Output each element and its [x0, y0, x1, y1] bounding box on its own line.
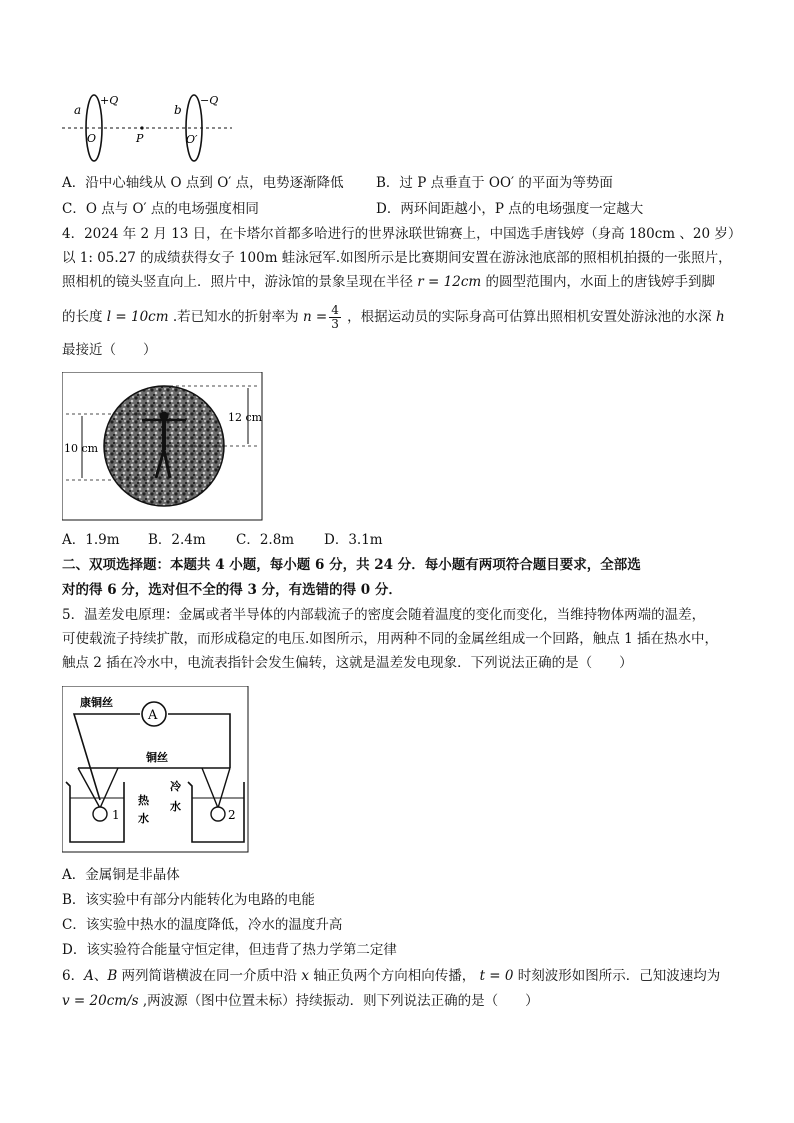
q4-line-3a: 照相机的镜头竖直向上．照片中，游泳馆的景象呈现在半径 [62, 274, 418, 290]
q5-line-3: 触点 2 插在冷水中，电流表指针会发生偏转，这就是温差发电现象．下列说法正确的是（ ） [62, 655, 633, 671]
label-kangtong: 康铜丝 [80, 696, 113, 709]
q6-line-1g: 轴正负两个方向相向传播， [308, 968, 480, 984]
circuit-figure [62, 686, 252, 856]
q6-line-1e: 两列简谐横波在同一介质中沿 [117, 968, 302, 984]
label-o: O [87, 132, 97, 145]
q3-option-b: B．过 P 点垂直于 OO′ 的平面为等势面 [376, 175, 613, 191]
q4-line-4e: ，根据运动员的实际身高可估算出照相机安置处游泳池的水深 [342, 309, 716, 325]
label-cold-2: 水 [170, 800, 181, 813]
label-tong: 铜丝 [146, 751, 168, 764]
q4-option-c: C．2.8m [236, 532, 295, 548]
q4-n: n = [302, 309, 328, 325]
q6-line-2b: ,两波源（图中位置未标）持续振动．则下列说法正确的是（ ） [138, 993, 539, 1009]
kangtong-wire-right [168, 714, 230, 768]
label-2: 2 [228, 808, 236, 822]
hot-probe [78, 768, 118, 808]
q4-line-4c: .若已知水的折射率为 [168, 309, 303, 325]
ammeter-label: A [148, 708, 158, 723]
q5-option-b: B．该实验中有部分内能转化为电路的电能 [62, 892, 315, 908]
q4-line-4 [62, 300, 725, 334]
label-b: b [174, 103, 182, 117]
label-hot-2: 水 [138, 812, 149, 825]
q6-line-1 [62, 966, 720, 986]
q6-line-2 [62, 991, 539, 1011]
q3-option-a: A．沿中心轴线从 O 点到 O′ 点，电势逐渐降低 [62, 175, 344, 191]
q4-line-1: 4．2024 年 2 月 13 日，在卡塔尔首都多哈进行的世界泳联世锦赛上，中国选手唐钱婷（身高 180cm 、20 岁） [62, 226, 742, 242]
fraction-numerator: 4 [331, 303, 339, 317]
q4-option-a: A．1.9m [62, 532, 120, 548]
q4-h: h [715, 309, 725, 325]
q4-line-2: 以 1: 05.27 的成绩获得女子 100m 蛙泳冠军.如图所示是比赛期间安置在游泳池底部的照相机拍摄的一张照片， [62, 250, 732, 266]
label-plus-q: +Q [100, 94, 119, 107]
photo-figure [62, 372, 272, 522]
q4-line-3c: 的圆型范围内，水面上的唐钱婷手到脚 [481, 274, 715, 290]
q6-wave-b: B [107, 968, 118, 984]
refraction-fraction [329, 304, 341, 331]
label-1: 1 [112, 808, 120, 822]
rings-figure [62, 90, 242, 170]
fraction-denominator: 3 [331, 317, 339, 331]
q4-option-b: B．2.4m [148, 532, 206, 548]
section2-line-2: 对的得 6 分，选对但不全的得 3 分，有选错的得 0 分． [62, 582, 402, 598]
label-a: a [74, 103, 82, 117]
point-p-dot [140, 126, 143, 129]
label-10cm: 10 cm [64, 442, 99, 455]
q3-option-c: C．O 点与 O′ 点的电场强度相同 [62, 201, 259, 217]
q6-line-1i: 时刻波形如图所示．己知波速均为 [513, 968, 721, 984]
q5-line-2: 可使载流子持续扩散，而形成稳定的电压.如图所示，用两种不同的金属丝组成一个回路，触点 1 插在热水中， [62, 631, 718, 647]
cold-probe [202, 768, 230, 808]
label-hot-1: 热 [138, 794, 149, 807]
label-cold-1: 冷 [170, 780, 181, 793]
q4-length: l = 10cm [106, 309, 169, 325]
q4-radius: r = 12cm [417, 274, 482, 290]
q4-line-5: 最接近（ ） [62, 342, 157, 358]
q4-line-4a: 的长度 [62, 309, 107, 325]
q3-option-d: D．两环间距越小，P 点的电场强度一定越大 [376, 201, 644, 217]
junction-1 [93, 807, 107, 821]
q4-line-3 [62, 272, 715, 292]
label-minus-q: −Q [200, 94, 219, 107]
label-o-prime: O′ [186, 133, 198, 146]
section2-line-1: 二、双项选择题：本题共 4 小题，每小题 6 分，共 24 分．每小题有两项符合题目要求，全部选 [62, 557, 641, 573]
q6-wave-a: A [84, 968, 94, 984]
q5-option-d: D．该实验符合能量守恒定律，但违背了热力学第二定律 [62, 942, 397, 958]
q5-option-a: A．金属铜是非晶体 [62, 867, 180, 883]
q6-axis-x: x [301, 968, 309, 984]
label-p: P [136, 132, 144, 145]
label-12cm: 12 cm [228, 411, 263, 424]
q5-line-1: 5．温差发电原理：金属或者半导体的内部载流子的密度会随着温度的变化而变化，当维持物体两端的温差， [62, 607, 706, 623]
q6-line-1a: 6． [62, 968, 85, 984]
q4-option-d: D．3.1m [324, 532, 383, 548]
q6-time: t = 0 [479, 968, 514, 984]
q5-option-c: C．该实验中热水的温度降低，冷水的温度升高 [62, 917, 343, 933]
q6-velocity: v = 20cm/s [62, 993, 139, 1009]
kangtong-wire [74, 714, 140, 800]
q6-line-1c: 、 [93, 968, 108, 984]
junction-2 [211, 807, 225, 821]
